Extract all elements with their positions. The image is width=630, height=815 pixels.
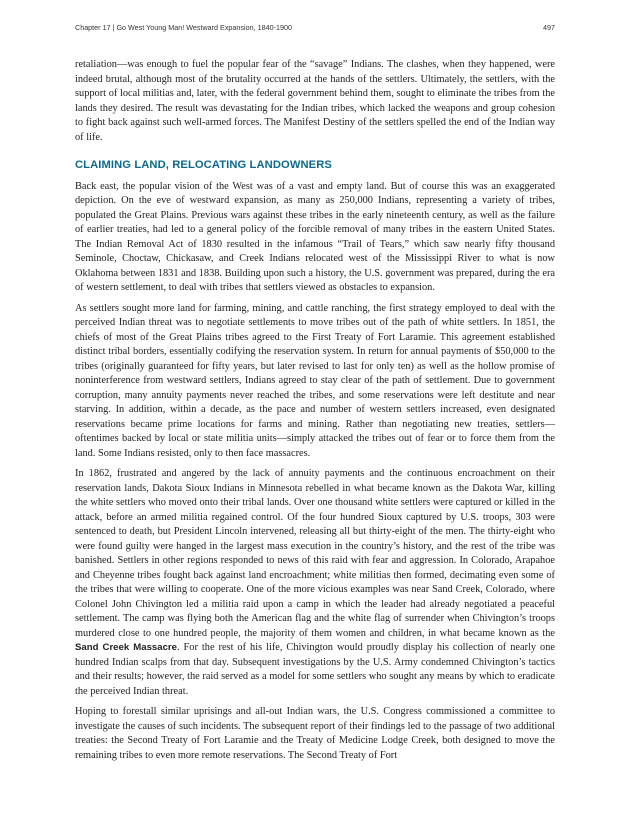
key-term-sand-creek-massacre: Sand Creek Massacre [75, 642, 177, 653]
page-number: 497 [543, 23, 555, 32]
chapter-name: Go West Young Man! Westward Expansion, 1840-1900 [116, 23, 292, 32]
paragraph-claiming-land: Back east, the popular vision of the West was of a vast and empty land. But of course this was an exaggerated depiction. On the eve of westward expansion, as many as 250,000 Indians, representing a variety of tribes, populated the Great Plains. Previous wars against these tribes in the early nineteenth century, as well as the failure of earlier treaties, had led to a general policy of the forcible removal of many tribes in the eastern United States. The Indian Removal Act of 1830 resulted in the infamous “Trail of Tears,” which saw nearly fifty thousand Seminole, Choctaw, Chickasaw, and Creek Indians relocated west of the Mississippi River to what is now Oklahoma between 1831 and 1838. Building upon such a history, the U.S. government was prepared, during the era of western settlement, to deal with tribes that settlers viewed as obstacles to expansion. [75, 180, 555, 293]
paragraph-dakota-war [75, 467, 555, 699]
chapter-title [75, 23, 292, 32]
header-separator: | [110, 23, 117, 32]
chapter-label: Chapter 17 [75, 23, 111, 32]
body-text [75, 58, 555, 769]
paragraph-text-after-term: . For the rest of his life, Chivington would proudly display his collection of nearly one hundred Indian scalps from that day. Subsequent investigations by the U.S. Army condemned Chivington’s tactics and their results; however, the raid served as a model for some settlers who sought any means by which to eradicate the perceived Indian threat. [75, 642, 555, 697]
running-header [75, 23, 555, 32]
paragraph-congress-committee: Hoping to forestall similar uprisings and all-out Indian wars, the U.S. Congress commissioned a committee to investigate the causes of such incidents. The subsequent report of their findings led to the passage of two additional treaties: the Second Treaty of Fort Laramie and the Treaty of Medicine Lodge Creek, both designed to move the remaining tribes to even more remote reservations. The Second Treaty of Fort [75, 706, 555, 761]
section-heading: CLAIMING LAND, RELOCATING LANDOWNERS [75, 159, 332, 171]
paragraph-text-before-term: In 1862, frustrated and angered by the lack of annuity payments and the continuous encroachment on their reservation lands, Dakota Sioux Indians in Minnesota rebelled in what became known as the Dakota War, killing the white settlers who moved onto their tribal lands. Over one thousand white settlers were captured or killed in the attack, before an armed militia regained control. Of the four hundred Sioux captured by U.S. troops, 303 were sentenced to death, but President Lincoln intervened, releasing all but thirty-eight of the men. The thirty-eight who were found guilty were hanged in the largest mass execution in the country’s history, and the rest of the tribe was banished. Settlers in other regions responded to news of this raid with fear and aggression. In Colorado, Arapahoe and Cheyenne tribes fought back against land encroachment; white militias then formed, decimating even some of the tribes that were willing to cooperate. One of the more vicious examples was near Sand Creek, Colorado, where Colonel John Chivington led a militia raid upon a camp in which the leader had already negotiated a peaceful settlement. The camp was flying both the American flag and the white flag of surrender when Chivington’s troops murdered close to one hundred people, the majority of them women and children, in what became known as the [75, 468, 555, 639]
paragraph-treaty-fort-laramie: As settlers sought more land for farming, mining, and cattle ranching, the first strategy employed to deal with the perceived Indian threat was to negotiate settlements to move tribes out of the path of white settlers. In 1851, the chiefs of most of the Great Plains tribes agreed to the First Treaty of Fort Laramie. This agreement established distinct tribal borders, essentially codifying the reservation system. In return for annual payments of $50,000 to the tribes (originally guaranteed for fifty years, but later revised to last for only ten) as well as the hollow promise of noninterference from westward settlers, Indians agreed to stay clear of the path of settlement. Due to government corruption, many annuity payments never reached the tribes, and some reservations were left destitute and near starving. In addition, within a decade, as the pace and number of western settlers increased, even designated reservations became prime locations for farms and mining. Rather than negotiating new treaties, settlers—oftentimes backed by local or state militia units—simply attacked the tribes out of fear or to force them from the land. Some Indians resisted, only to then face massacres. [75, 302, 555, 459]
intro-paragraph: retaliation—was enough to fuel the popular fear of the “savage” Indians. The clashes, when they happened, were indeed brutal, although most of the brutality occurred at the hands of the settlers. Ultimately, the settlers, with the support of local militias and, later, with the federal government behind them, sought to eliminate the tribes from the lands they desired. The result was devastating for the Indian tribes, which lacked the weapons and group cohesion to fight back against such well-armed forces. The Manifest Destiny of the settlers spelled the end of the Indian way of life. [75, 59, 555, 143]
